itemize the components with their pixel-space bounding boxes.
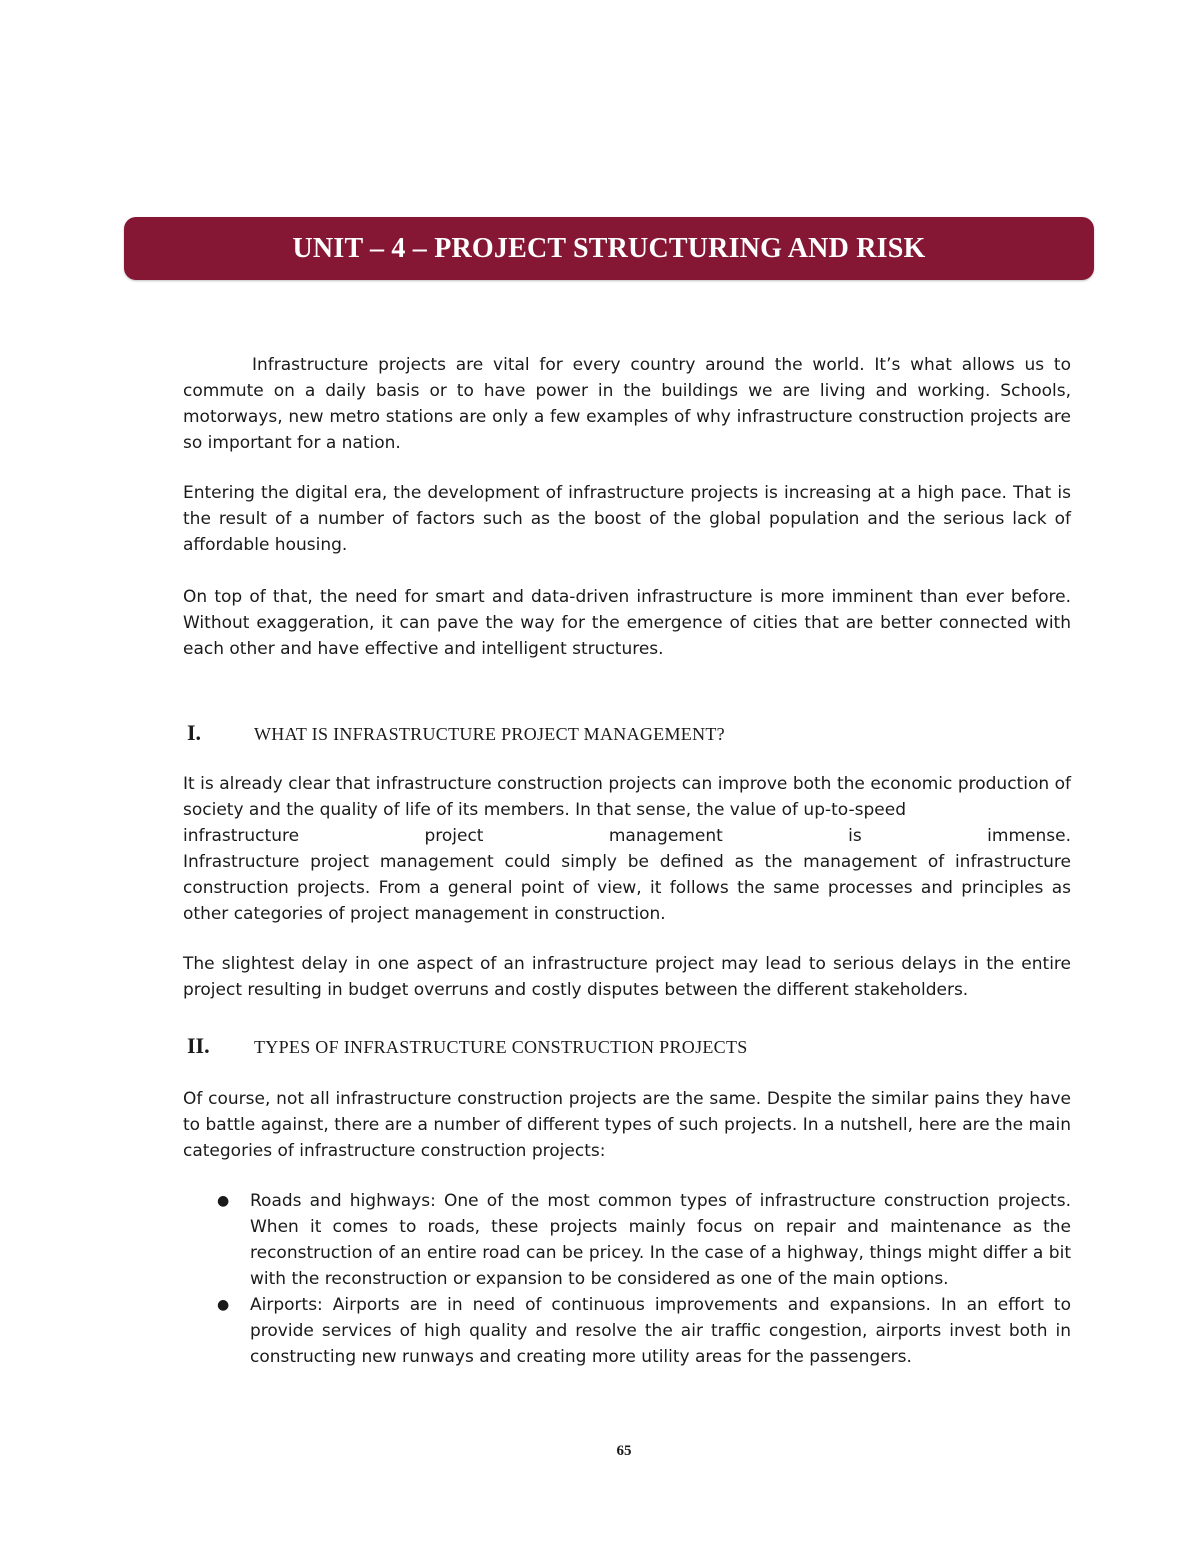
section-2-paragraph-1: Of course, not all infrastructure construction projects are the same. Despite the similar pains they have to battle against, there are a number of different types of such projects. In a nutshell, here are the main categories of infrastructure construction projects: [183, 1089, 1071, 1161]
section-1-number: I. [187, 720, 202, 745]
intro-paragraph-2: Entering the digital era, the development of infrastructure projects is increasing at a high pace. That is the result of a number of factors such as the boost of the global population and the serious lack of affordable housing. [183, 483, 1071, 555]
unit-title-banner [124, 217, 1094, 280]
unit-title: UNIT – 4 – PROJECT STRUCTURING AND RISK [292, 232, 926, 264]
list-item [183, 1188, 1071, 1292]
intro-paragraph-3: On top of that, the need for smart and data-driven infrastructure is more imminent than ever before. Without exaggeration, it can pave the way for the emergence of cities that are better connected with each other and have effective and intelligent structures. [183, 587, 1071, 659]
section-1-p1-rest: Infrastructure project management could simply be defined as the management of infrastructure construction projects. From a general point of view, it follows the same processes and principles as other categories of project management in construction. [183, 852, 1071, 924]
spread-word: infrastructure [183, 826, 300, 846]
section-1-paragraph-2: The slightest delay in one aspect of an infrastructure project may lead to serious delays in the entire project resulting in budget overruns and costly disputes between the different stakeholders. [183, 954, 1071, 1000]
section-1-p1-start: It is already clear that infrastructure construction projects can improve both the economic production of society and the quality of life of its members. In that sense, the value of up-to-speed [183, 774, 1071, 820]
project-types-list [183, 1188, 1071, 1370]
list-item-text: Roads and highways: One of the most common types of infrastructure construction projects. When it comes to roads, these projects mainly focus on repair and maintenance as the reconstruction of an entire road can be pricey. In the case of a highway, things might differ a bit with the reconstruction or expansion to be considered as one of the main options. [250, 1191, 1071, 1289]
section-2-heading [183, 1033, 1071, 1060]
section-2-title: TYPES OF INFRASTRUCTURE CONSTRUCTION PROJECTS [254, 1037, 748, 1057]
section-2-number: II. [187, 1033, 210, 1058]
spread-word: is [848, 826, 862, 846]
section-1-p1-spread-line [183, 823, 1071, 849]
bullet-icon: ● [217, 1297, 230, 1313]
intro-paragraph-1: Infrastructure projects are vital for every country around the world. It’s what allows us to commute on a daily basis or to have power in the buildings we are living and working. Schools, motorways, new metro stations are only a few examples of why infrastructure construction projects are so important for a nation. [183, 355, 1071, 453]
spread-word: project [424, 826, 484, 846]
section-1-paragraph-1 [183, 771, 1071, 927]
spread-word: management [608, 826, 723, 846]
list-item [183, 1292, 1071, 1370]
list-item-text: Airports: Airports are in need of continuous improvements and expansions. In an effort to provide services of high quality and resolve the air traffic congestion, airports invest both in constructing new runways and creating more utility areas for the passengers. [250, 1295, 1071, 1367]
page-number: 65 [616, 1443, 632, 1459]
spread-word: immense. [987, 826, 1071, 846]
bullet-icon: ● [217, 1193, 230, 1209]
section-1-heading [183, 720, 1071, 747]
document-body [183, 352, 1071, 1370]
section-1-title: WHAT IS INFRASTRUCTURE PROJECT MANAGEMENT? [254, 724, 725, 744]
